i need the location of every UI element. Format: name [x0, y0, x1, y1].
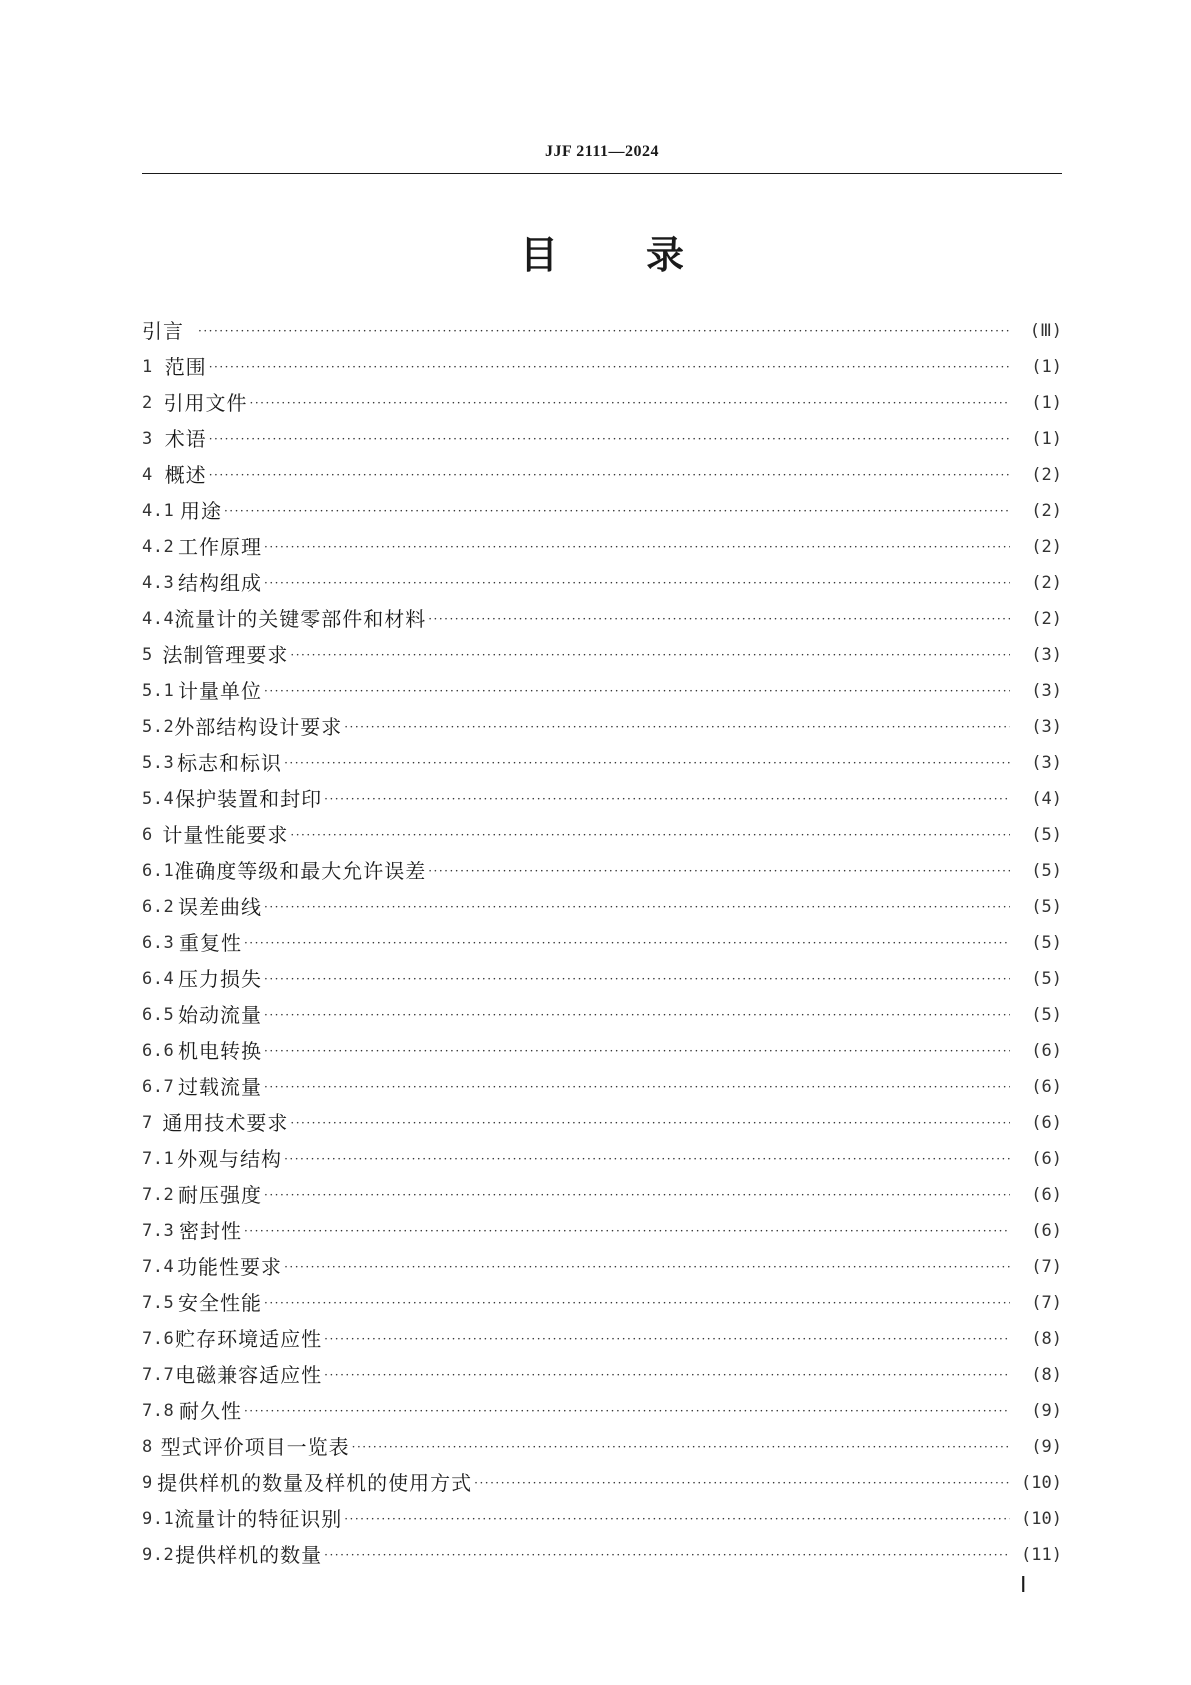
- toc-entry-number: 6: [142, 825, 153, 845]
- toc-page-number: (10): [1021, 1509, 1062, 1529]
- toc-dot-leader: [264, 673, 1010, 709]
- toc-dot-leader: [428, 601, 1010, 637]
- toc-entry-title: 提供样机的数量: [175, 1543, 323, 1567]
- toc-dot-leader: [244, 1213, 1010, 1249]
- toc-entry-title: 压力损失: [178, 967, 263, 991]
- toc-dot-leader: [264, 961, 1010, 997]
- toc-dot-leader: [344, 709, 1010, 745]
- page-folio: Ⅰ: [1020, 1572, 1027, 1597]
- toc-entry-number: 9.2: [142, 1545, 175, 1565]
- toc-entry-title: 法制管理要求: [162, 643, 289, 667]
- toc-entry-title: 流量计的关键零部件和材料: [174, 607, 427, 631]
- toc-entry[interactable]: [142, 817, 1062, 853]
- toc-entry-number: 7.4: [142, 1257, 175, 1277]
- toc-page-number: (6): [1031, 1113, 1062, 1133]
- toc-entry-number: 3: [142, 429, 153, 449]
- toc-page-number: (2): [1031, 465, 1062, 485]
- toc-dot-leader: [428, 853, 1010, 889]
- toc-page-number: (2): [1031, 573, 1062, 593]
- toc-entry-number: 5.1: [142, 681, 175, 701]
- toc-entry-title: 过载流量: [178, 1075, 263, 1099]
- toc-entry[interactable]: [142, 1213, 1062, 1249]
- toc-dot-leader: [264, 529, 1010, 565]
- toc-entry-number: 4.2: [142, 537, 175, 557]
- toc-entry-number: 7: [142, 1113, 153, 1133]
- toc-dot-leader: [264, 997, 1010, 1033]
- toc-entry[interactable]: [142, 853, 1062, 889]
- toc-entry-number: 6.1: [142, 861, 175, 881]
- toc-entry-number: 4.1: [142, 501, 175, 521]
- toc-page-number: (9): [1031, 1437, 1062, 1457]
- toc-entry-number: 9: [142, 1473, 153, 1493]
- toc-dot-leader: [209, 349, 1010, 385]
- toc-dot-leader: [264, 565, 1010, 601]
- toc-entry-title: 保护装置和封印: [175, 787, 323, 811]
- toc-page-number: (5): [1031, 897, 1062, 917]
- toc-entry[interactable]: [142, 1141, 1062, 1177]
- toc-entry-title: 型式评价项目一览表: [160, 1435, 350, 1459]
- toc-entry-number: 7.7: [142, 1365, 175, 1385]
- toc-entry-number: 2: [142, 393, 153, 413]
- toc-dot-leader: [474, 1465, 1010, 1501]
- toc-entry-title: 始动流量: [178, 1003, 263, 1027]
- toc-entry-number: 5: [142, 645, 153, 665]
- toc-dot-leader: [209, 421, 1010, 457]
- toc-entry-title: 计量性能要求: [162, 823, 289, 847]
- toc-dot-leader: [264, 1069, 1010, 1105]
- toc-page-number: (2): [1031, 609, 1062, 629]
- toc-entry-title: 工作原理: [178, 535, 263, 559]
- toc-dot-leader: [264, 889, 1010, 925]
- toc-page-number: (5): [1031, 861, 1062, 881]
- toc-entry[interactable]: [142, 1537, 1062, 1573]
- toc-entry[interactable]: [142, 1249, 1062, 1285]
- toc-entry-title: 外部结构设计要求: [174, 715, 343, 739]
- toc-entry-title: 电磁兼容适应性: [175, 1363, 323, 1387]
- toc-entry[interactable]: [142, 313, 1062, 349]
- toc-entry-number: 7.6: [142, 1329, 175, 1349]
- toc-entry-title: 术语: [164, 427, 207, 451]
- toc-entry[interactable]: [142, 421, 1062, 457]
- toc-entry[interactable]: [142, 997, 1062, 1033]
- toc-entry[interactable]: [142, 529, 1062, 565]
- toc-entry-number: 7.3: [142, 1221, 175, 1241]
- toc-entry[interactable]: [142, 745, 1062, 781]
- toc-entry-title: 重复性: [178, 931, 242, 955]
- toc-entry[interactable]: [142, 1357, 1062, 1393]
- toc-dot-leader: [264, 1033, 1010, 1069]
- toc-page-number: (1): [1031, 393, 1062, 413]
- toc-entry[interactable]: [142, 1177, 1062, 1213]
- toc-page-number: (1): [1031, 357, 1062, 377]
- toc-page-number: (2): [1031, 501, 1062, 521]
- toc-page-number: (5): [1031, 1005, 1062, 1025]
- toc-entry-number: 7.5: [142, 1293, 175, 1313]
- toc-entry[interactable]: [142, 1501, 1062, 1537]
- toc-entry-number: 6.7: [142, 1077, 175, 1097]
- toc-entry-title: 耐久性: [178, 1399, 242, 1423]
- toc-dot-leader: [264, 1285, 1010, 1321]
- toc-entry-number: 1: [142, 357, 153, 377]
- toc-entry-number: 4.3: [142, 573, 175, 593]
- toc-entry-number: 9.1: [142, 1509, 175, 1529]
- toc-page-number: (11): [1021, 1545, 1062, 1565]
- toc-entry[interactable]: [142, 493, 1062, 529]
- toc-page-number: (4): [1031, 789, 1062, 809]
- toc-page-number: (5): [1031, 933, 1062, 953]
- toc-entry[interactable]: [142, 709, 1062, 745]
- toc-page-number: (6): [1031, 1077, 1062, 1097]
- toc-entry-title: 引用文件: [163, 391, 248, 415]
- toc-dot-leader: [324, 1537, 1010, 1573]
- toc-entry-title: 通用技术要求: [162, 1111, 289, 1135]
- toc-entry[interactable]: [142, 385, 1062, 421]
- page-title: [142, 225, 1062, 285]
- toc-entry[interactable]: [142, 1465, 1062, 1501]
- toc-entry-number: 7.2: [142, 1185, 175, 1205]
- toc-entry-title: 结构组成: [178, 571, 263, 595]
- toc-dot-leader: [284, 1141, 1010, 1177]
- toc-entry-number: 5.3: [142, 753, 175, 773]
- toc-entry-title: 标志和标识: [177, 751, 283, 775]
- toc-entry-title: 范围: [164, 355, 207, 379]
- toc-dot-leader: [324, 1357, 1010, 1393]
- toc-dot-leader: [244, 1393, 1010, 1429]
- toc-entry-title: 安全性能: [178, 1291, 263, 1315]
- toc-dot-leader: [290, 637, 1010, 673]
- toc-entry-title: 用途: [179, 499, 222, 523]
- title-char-2: 录: [646, 233, 685, 277]
- toc-entry-title: 贮存环境适应性: [175, 1327, 323, 1351]
- toc-entry-title: 误差曲线: [178, 895, 263, 919]
- header-divider: [142, 173, 1062, 174]
- toc-entry[interactable]: [142, 1321, 1062, 1357]
- toc-entry-number: 6.4: [142, 969, 175, 989]
- toc-entry[interactable]: [142, 1393, 1062, 1429]
- toc-entry-title: 引言: [142, 319, 184, 343]
- toc-entry-title: 流量计的特征识别: [174, 1507, 343, 1531]
- toc-entry[interactable]: [142, 1069, 1062, 1105]
- toc-page-number: (Ⅲ): [1029, 321, 1062, 341]
- table-of-contents: [142, 313, 1062, 1573]
- toc-dot-leader: [198, 313, 1010, 349]
- toc-page-number: (8): [1031, 1329, 1062, 1349]
- toc-page-number: (6): [1031, 1041, 1062, 1061]
- toc-page-number: (1): [1031, 429, 1062, 449]
- toc-entry-title: 机电转换: [178, 1039, 263, 1063]
- toc-entry-number: 7.8: [142, 1401, 175, 1421]
- toc-entry-title: 提供样机的数量及样机的使用方式: [157, 1471, 473, 1495]
- toc-entry-number: 4: [142, 465, 153, 485]
- toc-entry[interactable]: [142, 1033, 1062, 1069]
- toc-entry-title: 概述: [164, 463, 207, 487]
- toc-entry-title: 密封性: [178, 1219, 242, 1243]
- document-code-header: JJF 2111—2024: [545, 143, 659, 160]
- toc-page-number: (5): [1031, 825, 1062, 845]
- toc-entry[interactable]: [142, 673, 1062, 709]
- toc-page-number: (3): [1031, 645, 1062, 665]
- title-char-1: 目: [519, 233, 558, 277]
- toc-entry-number: 8: [142, 1437, 153, 1457]
- toc-entry-number: 6.6: [142, 1041, 175, 1061]
- toc-entry[interactable]: [142, 637, 1062, 673]
- toc-entry-number: 4.4: [142, 609, 175, 629]
- toc-entry[interactable]: [142, 1105, 1062, 1141]
- toc-entry[interactable]: [142, 781, 1062, 817]
- toc-entry-number: 7.1: [142, 1149, 175, 1169]
- toc-page-number: (3): [1031, 717, 1062, 737]
- toc-page-number: (6): [1031, 1185, 1062, 1205]
- toc-entry-number: 5.2: [142, 717, 175, 737]
- toc-dot-leader: [324, 781, 1010, 817]
- toc-page-number: (8): [1031, 1365, 1062, 1385]
- toc-entry-number: 6.3: [142, 933, 175, 953]
- toc-dot-leader: [250, 385, 1010, 421]
- toc-dot-leader: [352, 1429, 1010, 1465]
- toc-entry-title: 耐压强度: [178, 1183, 263, 1207]
- toc-entry[interactable]: [142, 1429, 1062, 1465]
- toc-entry-number: 6.2: [142, 897, 175, 917]
- toc-dot-leader: [209, 457, 1010, 493]
- toc-page-number: (9): [1031, 1401, 1062, 1421]
- toc-page-number: (6): [1031, 1221, 1062, 1241]
- toc-page-number: (10): [1021, 1473, 1062, 1493]
- toc-entry[interactable]: [142, 961, 1062, 997]
- toc-entry-title: 准确度等级和最大允许误差: [174, 859, 427, 883]
- toc-dot-leader: [290, 817, 1010, 853]
- toc-entry-number: 5.4: [142, 789, 175, 809]
- toc-dot-leader: [224, 493, 1010, 529]
- toc-entry[interactable]: [142, 889, 1062, 925]
- toc-entry[interactable]: [142, 1285, 1062, 1321]
- toc-entry[interactable]: [142, 925, 1062, 961]
- toc-dot-leader: [290, 1105, 1010, 1141]
- toc-page-number: (3): [1031, 681, 1062, 701]
- toc-dot-leader: [284, 1249, 1010, 1285]
- toc-page-number: (5): [1031, 969, 1062, 989]
- toc-entry-title: 功能性要求: [177, 1255, 283, 1279]
- toc-page-number: (6): [1031, 1149, 1062, 1169]
- toc-dot-leader: [264, 1177, 1010, 1213]
- toc-page-number: (7): [1031, 1257, 1062, 1277]
- toc-dot-leader: [284, 745, 1010, 781]
- toc-entry-number: 6.5: [142, 1005, 175, 1025]
- toc-dot-leader: [324, 1321, 1010, 1357]
- toc-dot-leader: [344, 1501, 1010, 1537]
- toc-entry[interactable]: [142, 601, 1062, 637]
- toc-entry[interactable]: [142, 457, 1062, 493]
- toc-page-number: (3): [1031, 753, 1062, 773]
- toc-page-number: (7): [1031, 1293, 1062, 1313]
- toc-entry[interactable]: [142, 565, 1062, 601]
- toc-page-number: (2): [1031, 537, 1062, 557]
- toc-entry[interactable]: [142, 349, 1062, 385]
- toc-dot-leader: [244, 925, 1010, 961]
- toc-entry-title: 外观与结构: [177, 1147, 283, 1171]
- toc-entry-title: 计量单位: [178, 679, 263, 703]
